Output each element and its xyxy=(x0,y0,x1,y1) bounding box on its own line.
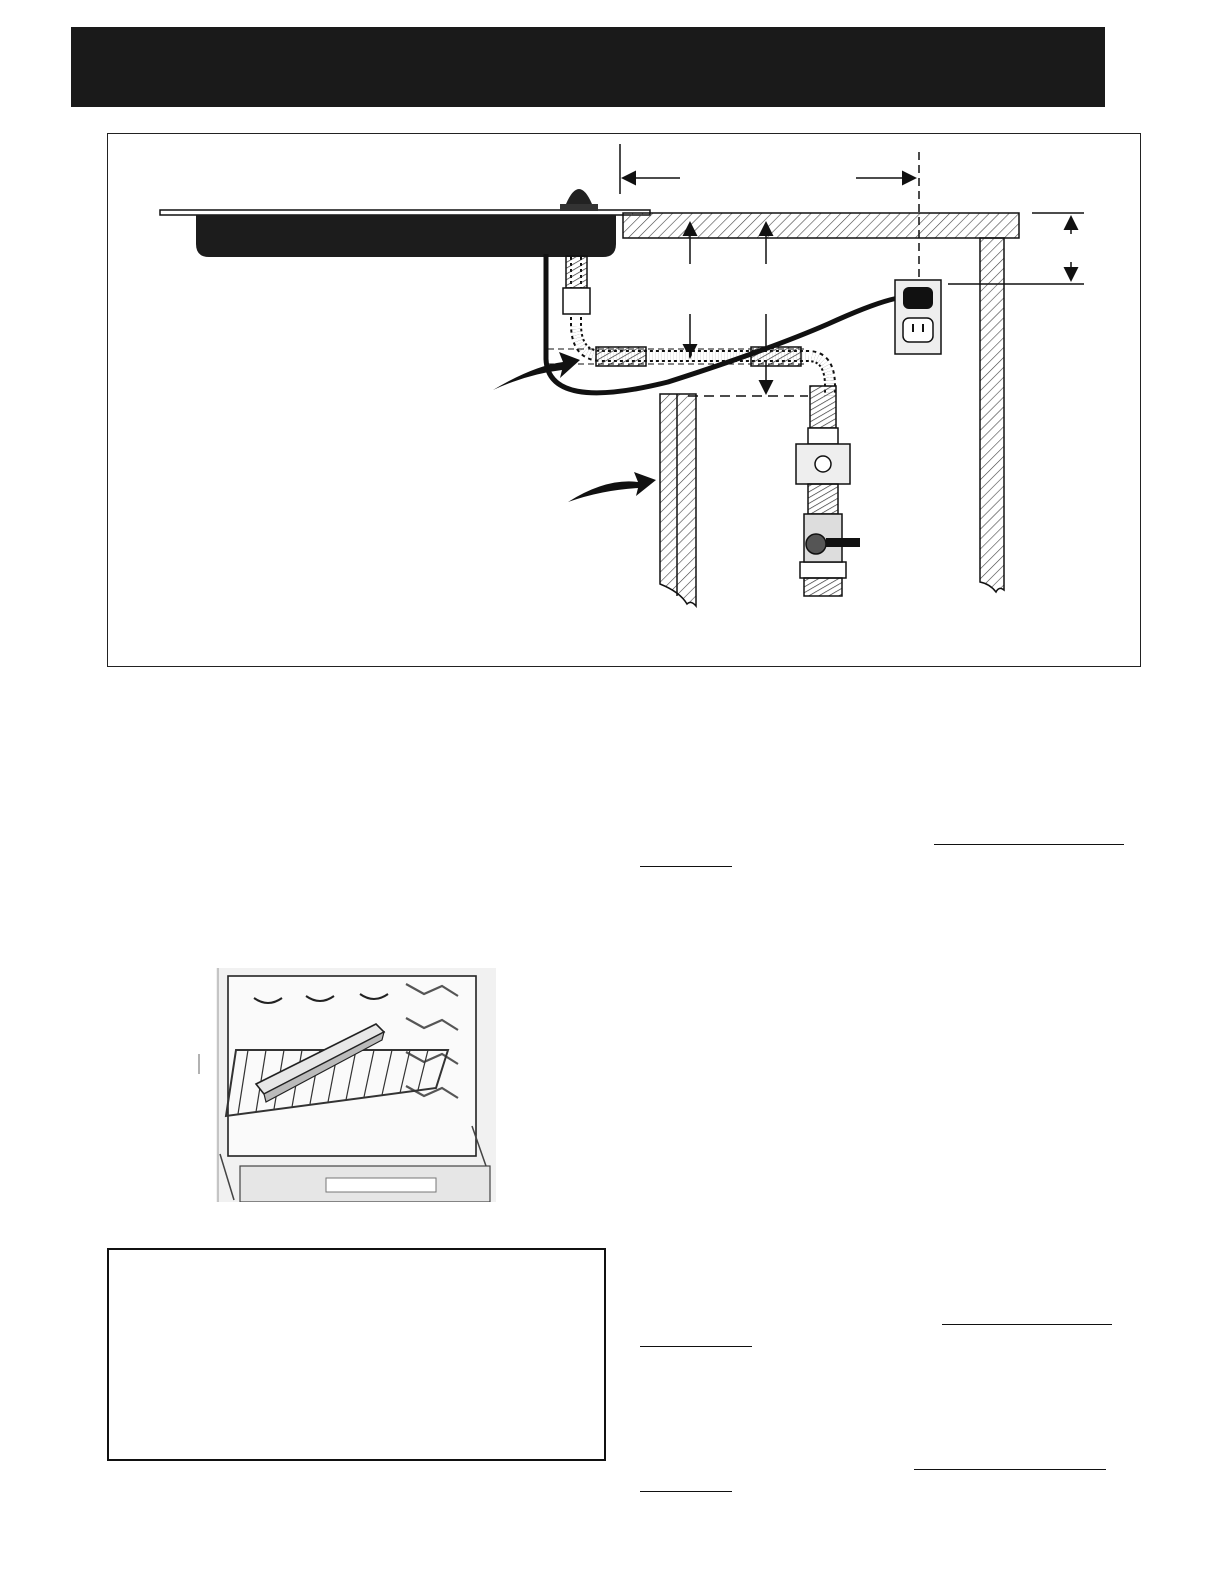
shutoff-valve-icon xyxy=(804,514,860,562)
underline-rule xyxy=(640,1491,732,1492)
water-supply-line-icon xyxy=(796,386,850,596)
faucet-icon xyxy=(560,189,598,211)
countertop-icon xyxy=(623,213,1019,238)
oven-rack-figure xyxy=(196,966,496,1202)
electrical-outlet-icon xyxy=(895,280,941,354)
cabinet-wall-icon xyxy=(980,238,1004,592)
page-header-bar xyxy=(71,27,1105,107)
underline-rule xyxy=(934,844,1124,845)
installation-diagram xyxy=(108,134,1142,668)
cabinet-panel-icon xyxy=(660,394,696,606)
power-cord-icon xyxy=(546,254,913,393)
oven-interior-icon xyxy=(196,966,496,1202)
note-box xyxy=(107,1248,606,1461)
dimension-markers xyxy=(620,144,1084,396)
underline-rule xyxy=(942,1324,1112,1325)
underline-rule xyxy=(640,866,732,867)
underline-rule xyxy=(640,1346,752,1347)
underline-rule xyxy=(914,1469,1106,1470)
sink-icon xyxy=(160,210,650,257)
pointer-arrow-icon xyxy=(493,352,656,502)
installation-figure xyxy=(107,133,1141,667)
